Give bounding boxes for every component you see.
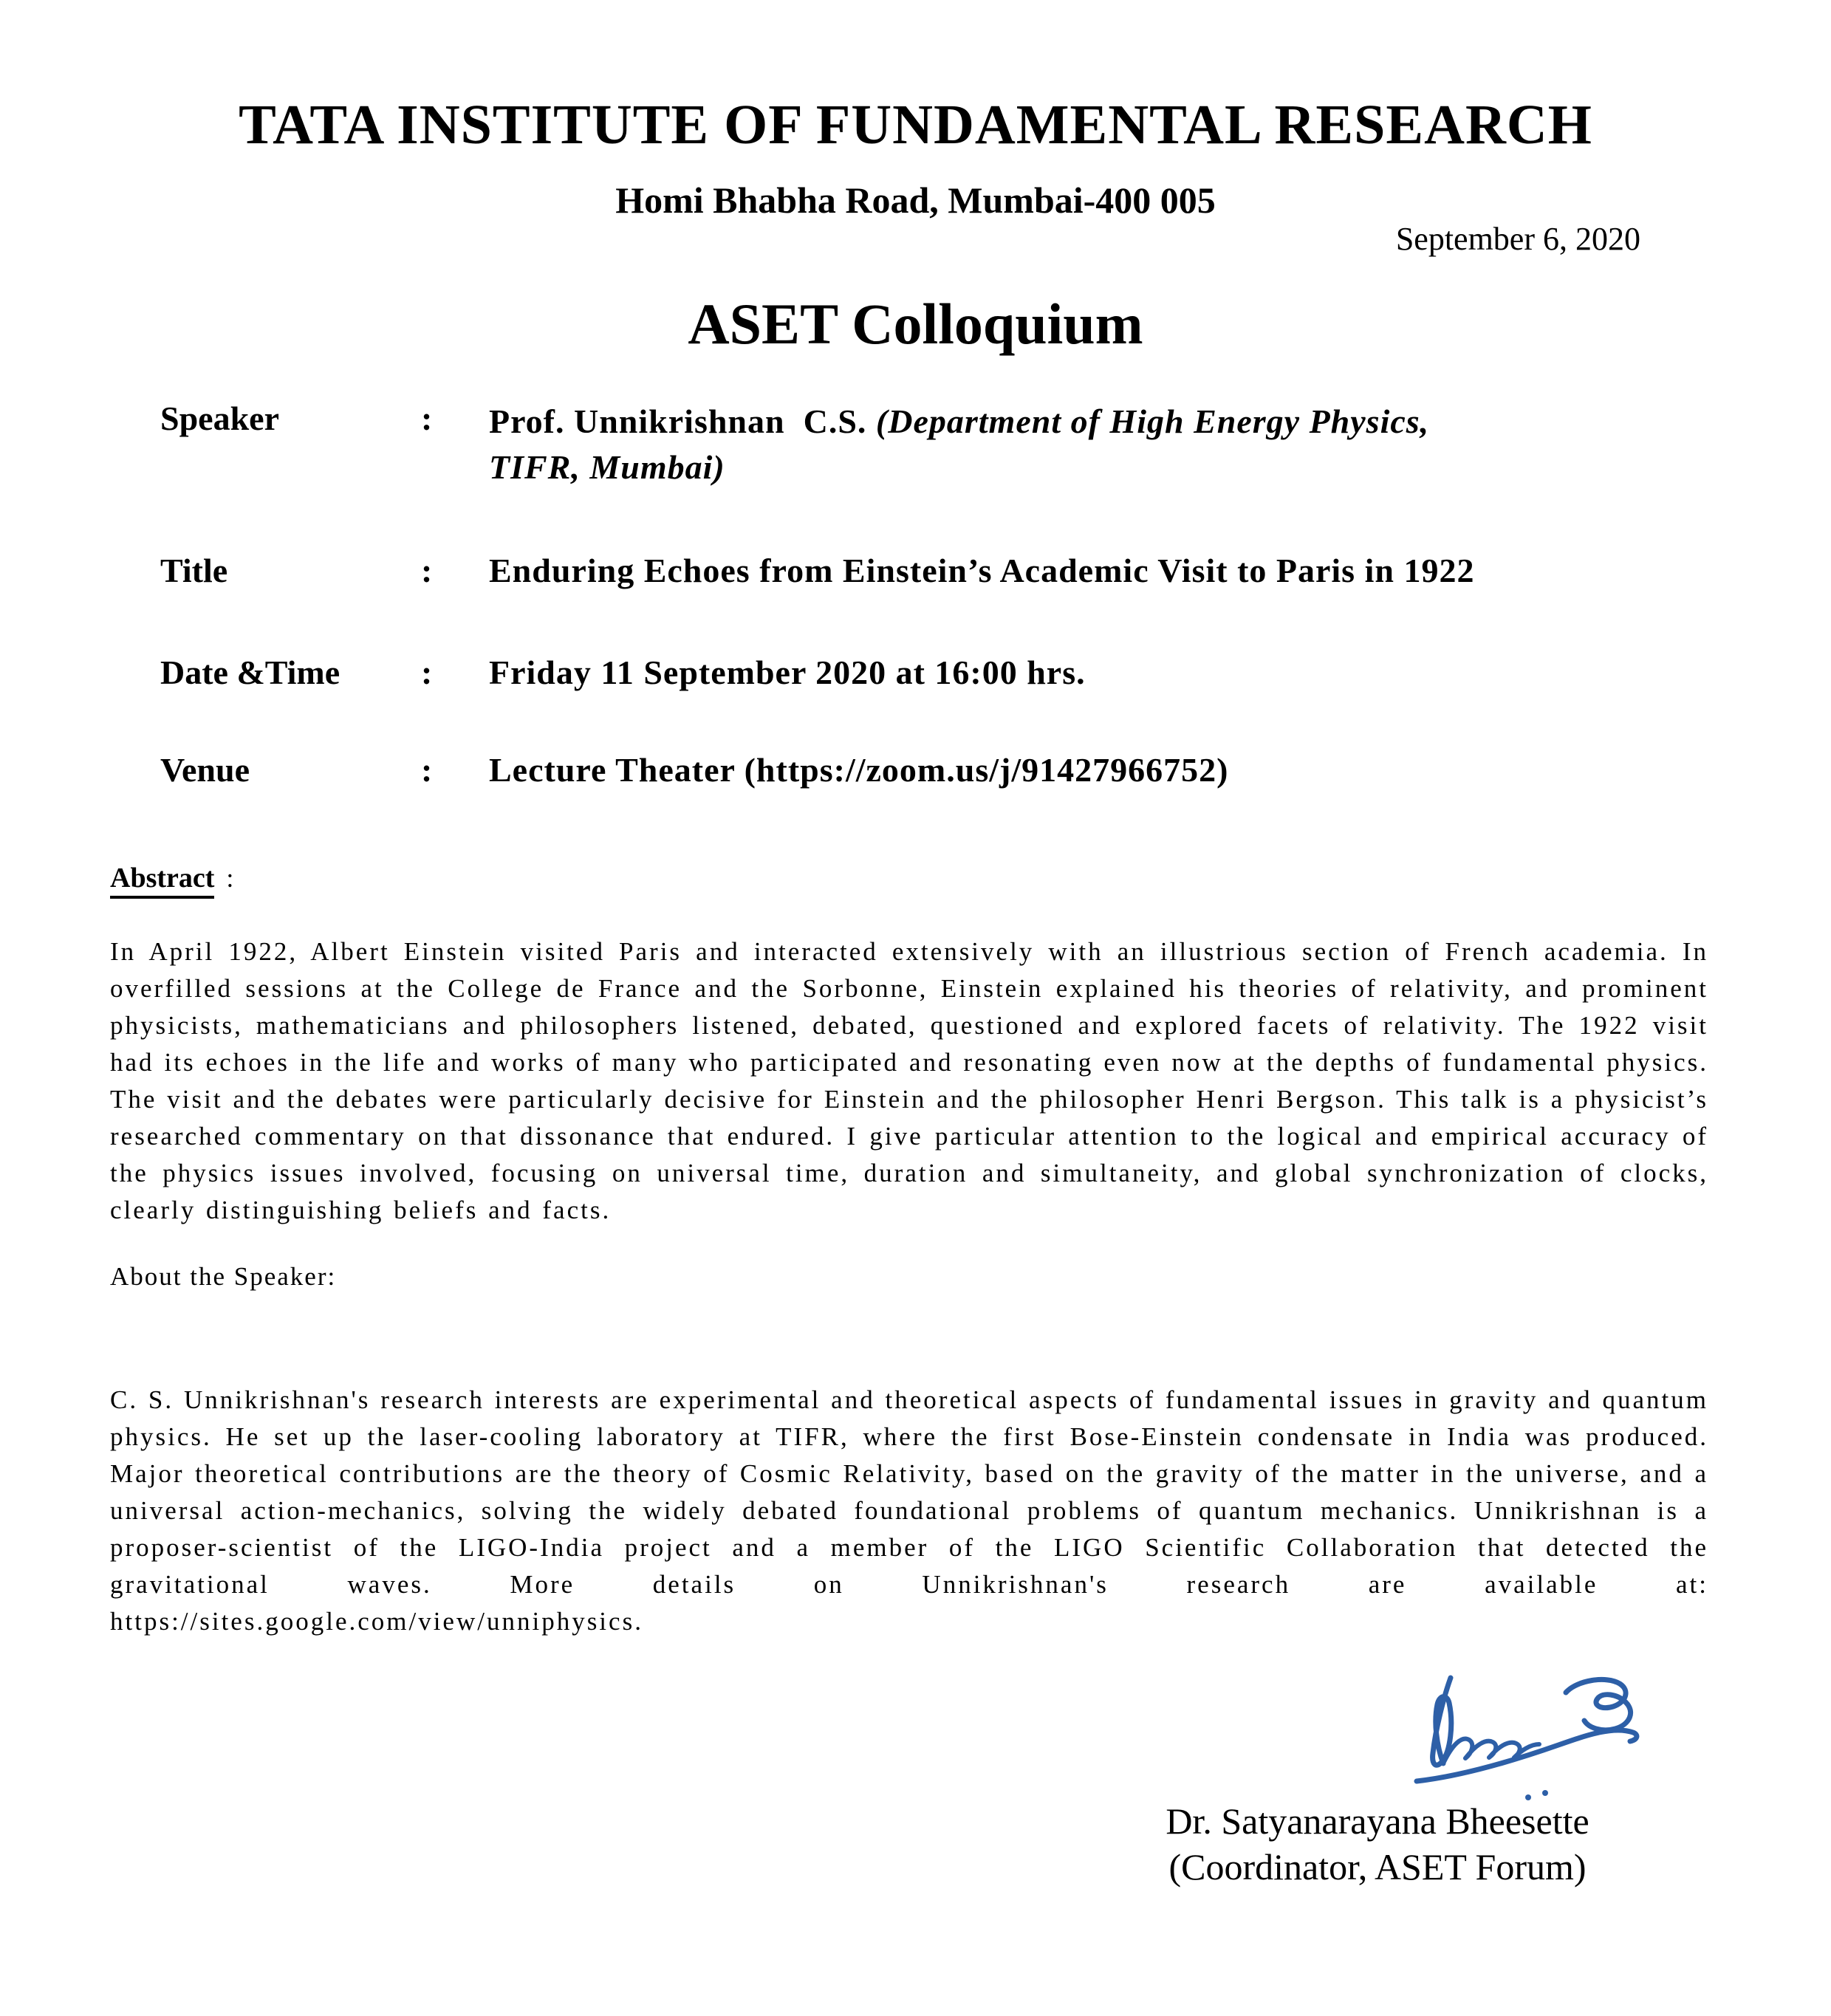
speaker-value [489, 399, 1730, 490]
talk-title-label: Title [160, 552, 228, 589]
institute-name: TATA INSTITUTE OF FUNDAMENTAL RESEARCH [239, 94, 1592, 156]
speaker-affiliation-line2: TIFR, Mumbai) [489, 448, 725, 486]
speaker-name: Prof. Unnikrishnan C.S. [489, 402, 876, 440]
datetime-label: Date &Time [160, 654, 340, 691]
speaker-affiliation-line1: (Department of High Energy Physics, [875, 402, 1430, 440]
datetime-colon: : [421, 654, 433, 691]
abstract-heading [110, 862, 233, 899]
talk-title-value: Enduring Echoes from Einstein’s Academic Visit to Paris in 1922 [489, 552, 1475, 589]
speaker-label: Speaker [160, 400, 279, 437]
signature-scribble [1417, 1678, 1637, 1800]
zoom-meeting-url[interactable]: https://zoom.us/j/91427966752 [756, 751, 1217, 789]
signatory-role: (Coordinator, ASET Forum) [1168, 1846, 1587, 1888]
abstract-heading-colon: : [226, 863, 234, 893]
abstract-heading-text: Abstract [110, 862, 214, 899]
institute-address: Homi Bhabha Road, Mumbai-400 005 [615, 179, 1216, 221]
signatory-block [1112, 1798, 1643, 1890]
signatory-name: Dr. Satyanarayana Bheesette [1166, 1800, 1589, 1842]
speaker-bio-text: C. S. Unnikrishnan's research interests are experimental and theoretical aspects of fundamental issues in gravity and quantum physics. He set up the laser-cooling laboratory at TIFR, where the first Bose-Einstein condensate in India was produced. Major theoretical contributions are the theory of Cosmic Relativity, based on the gravity of the matter in the universe, and a universal action-mechanics, solving the widely debated foundational problems of quantum mechanics. Unnikrishnan is a proposer-scientist of the LIGO-India project and a member of the LIGO Scientific Collaboration that detected the gravitational waves. More details on Unnikrishnan's research are available at: [110, 1385, 1708, 1599]
datetime-value: Friday 11 September 2020 at 16:00 hrs. [489, 654, 1086, 691]
venue-colon: : [421, 751, 433, 789]
about-speaker-heading: About the Speaker: [110, 1262, 337, 1291]
signature-icon [1394, 1670, 1649, 1811]
venue-label: Venue [160, 751, 250, 789]
event-title: ASET Colloquium [688, 292, 1143, 356]
venue-value-prefix: Lecture Theater ( [489, 751, 756, 789]
issue-date: September 6, 2020 [1395, 221, 1640, 257]
venue-value [489, 750, 1730, 789]
talk-title-colon: : [421, 552, 433, 589]
speaker-colon: : [421, 400, 433, 437]
speaker-website-url[interactable]: https://sites.google.com/view/unniphysics. [110, 1607, 643, 1636]
abstract-text: In April 1922, Albert Einstein visited Paris and interacted extensively with an illustrious section of French academia. In overfilled sessions at the College de France and the Sorbonne, Einstein explained his theories of relativity, and prominent physicists, mathematicians and philosophers listened, debated, questioned and explored facets of relativity. The 1922 visit had its echoes in the life and works of many who participated and resonating even now at the depths of fundamental physics. The visit and the debates were particularly decisive for Einstein and the philosopher Henri Bergson. This talk is a physicist’s researched commentary on that dissonance that endured. I give particular attention to the logical and empirical accuracy of the physics issues involved, focusing on universal time, duration and simultaneity, and global synchronization of clocks, clearly distinguishing beliefs and facts. [110, 937, 1708, 1224]
venue-value-suffix: ) [1216, 751, 1229, 789]
